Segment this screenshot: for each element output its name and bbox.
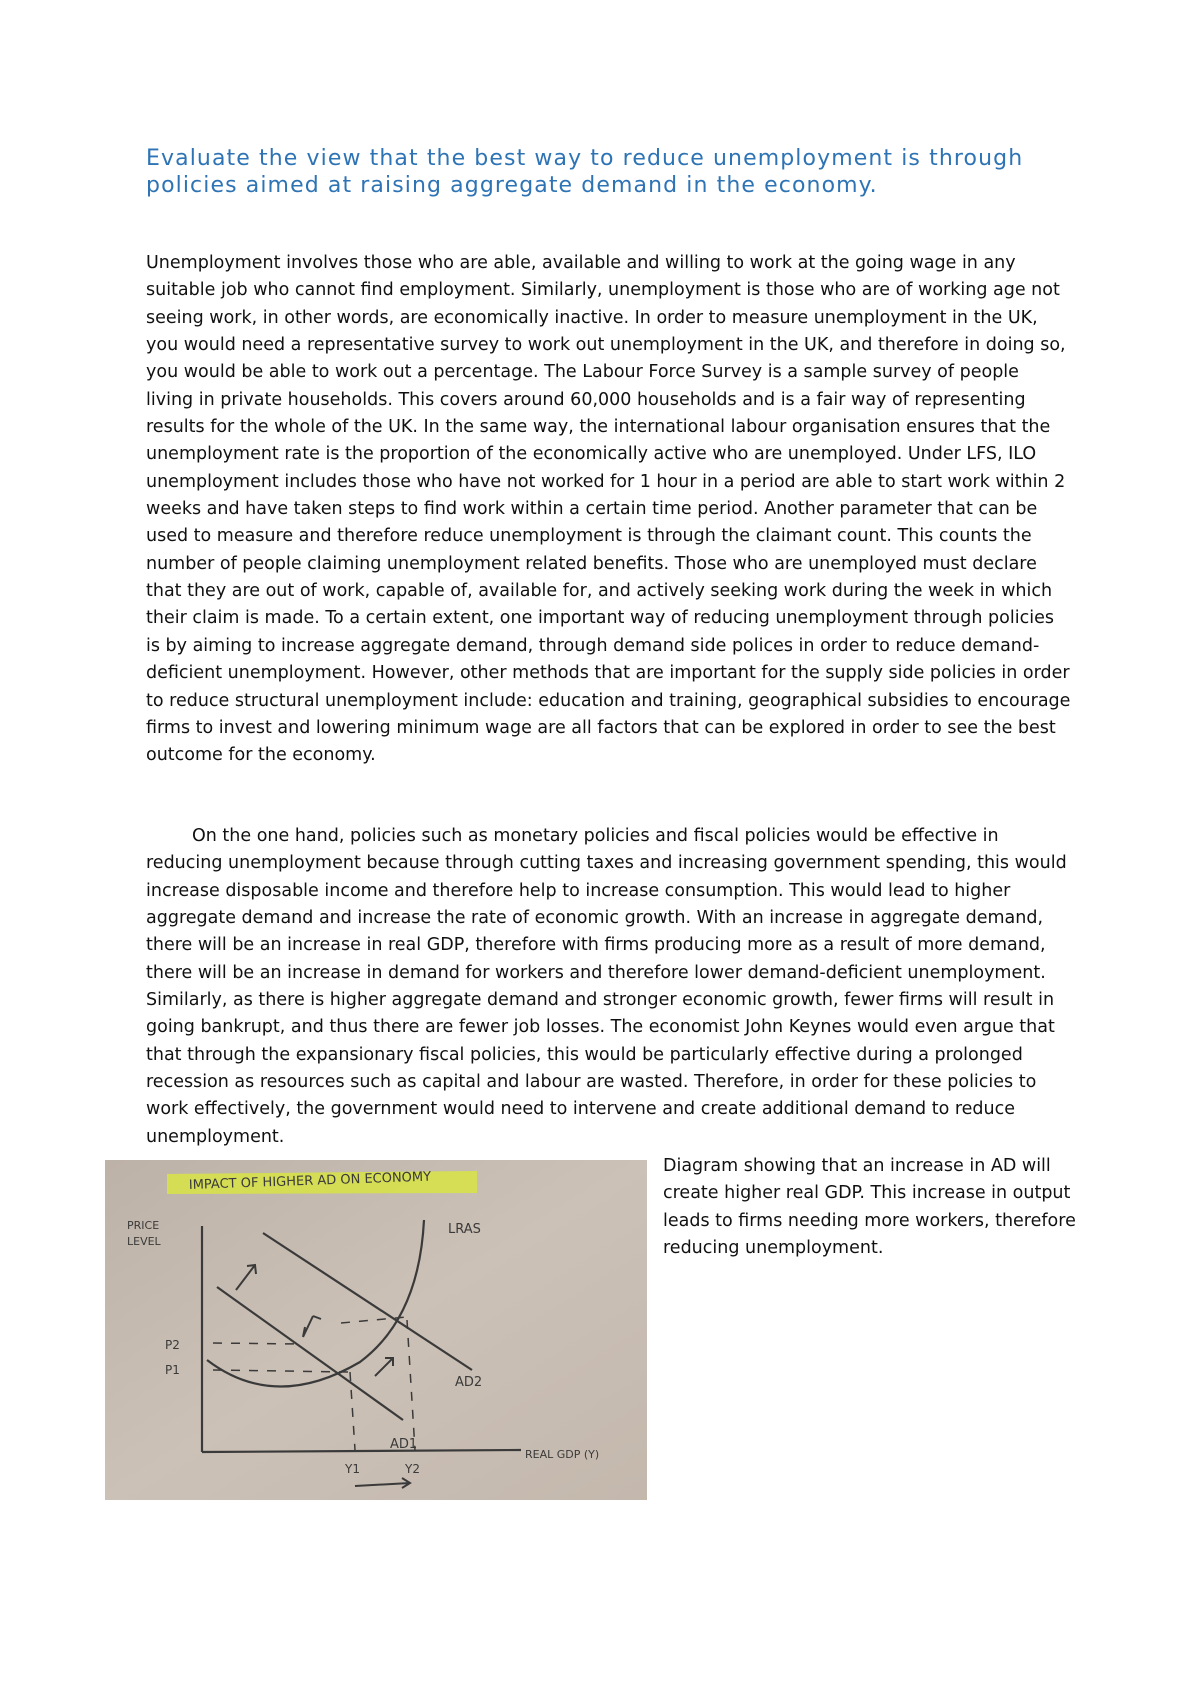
p1-label: P1 [165,1363,180,1377]
ad2-label: AD2 [455,1375,483,1390]
essay-title: Evaluate the view that the best way to reduce unemployment is through policies aimed at raising aggregate demand in the economy. [146,146,1024,198]
diagram-caption: Diagram showing that an increase in AD will create higher real GDP. This increase in output leads to firms needing more workers, therefore reducing unemployment. [663,1156,1076,1259]
y-axis-label-2: LEVEL [127,1235,161,1248]
ad1-label: AD1 [390,1437,418,1452]
y2-label: Y2 [405,1462,420,1476]
y1-label: Y1 [345,1462,360,1476]
diagram-heading: IMPACT OF HIGHER AD ON ECONOMY [188,1169,432,1193]
paragraph-ad-policies: On the one hand, policies such as monetary policies and fiscal policies would be effective in reducing unemployment because through cutting taxes and increasing government spending, this would increase disposable income and therefore help to increase consumption. This would lead to higher aggregate demand and increase the rate of economic growth. With an increase in aggregate demand, there will be an increase in real GDP, therefore with firms producing more as a result of more demand, there will be an increase in demand for workers and therefore lower demand-deficient unemployment. Similarly, as there is higher aggregate demand and stronger economic growth, fewer firms will result in going bankrupt, and thus there are fewer job losses. The economist John Keynes would even argue that that through the expansionary fiscal policies, this would be particularly effective during a prolonged recession as resources such as capital and labour are wasted. Therefore, in order for these policies to work effectively, the government would need to intervene and create additional demand to reduce unemployment. [146,826,1067,1147]
x-axis-label: REAL GDP (Y) [525,1448,600,1461]
ad-diagram-photo [105,1160,647,1500]
ad-diagram [105,1160,647,1500]
y-axis-label-1: PRICE [127,1219,160,1232]
lras-label: LRAS [448,1222,481,1237]
p2-label: P2 [165,1338,180,1352]
paragraph-intro: Unemployment involves those who are able, available and willing to work at the going wage in any suitable job who cannot find employment. Similarly, unemployment is those who are of working age not seeing work, in other words, are economically inactive. In order to measure unemployment in the UK, you would need a representative survey to work out unemployment in the UK, and therefore in doing so, you would be able to work out a percentage. The Labour Force Survey is a sample survey of people living in private households. This covers around 60,000 households and is a fair way of representing results for the whole of the UK. In the same way, the international labour organisation ensures that the unemployment rate is the proportion of the economically active who are unemployed. Under LFS, ILO unemployment includes those who have not worked for 1 hour in a period are able to start work within 2 weeks and have taken steps to find work within a certain time period. Another parameter that can be used to measure and therefore reduce unemployment is through the claimant count. This counts the number of people claiming unemployment related benefits. Those who are unemployed must declare that they are out of work, capable of, available for, and actively seeking work during the week in which their claim is made. To a certain extent, one important way of reducing unemployment through policies is by aiming to increase aggregate demand, through demand side polices in order to reduce demand-deficient unemployment. However, other methods that are important for the supply side policies in order to reduce structural unemployment include: education and training, geographical subsidies to encourage firms to invest and lowering minimum wage are all factors that can be explored in order to see the best outcome for the economy. [146,253,1071,766]
